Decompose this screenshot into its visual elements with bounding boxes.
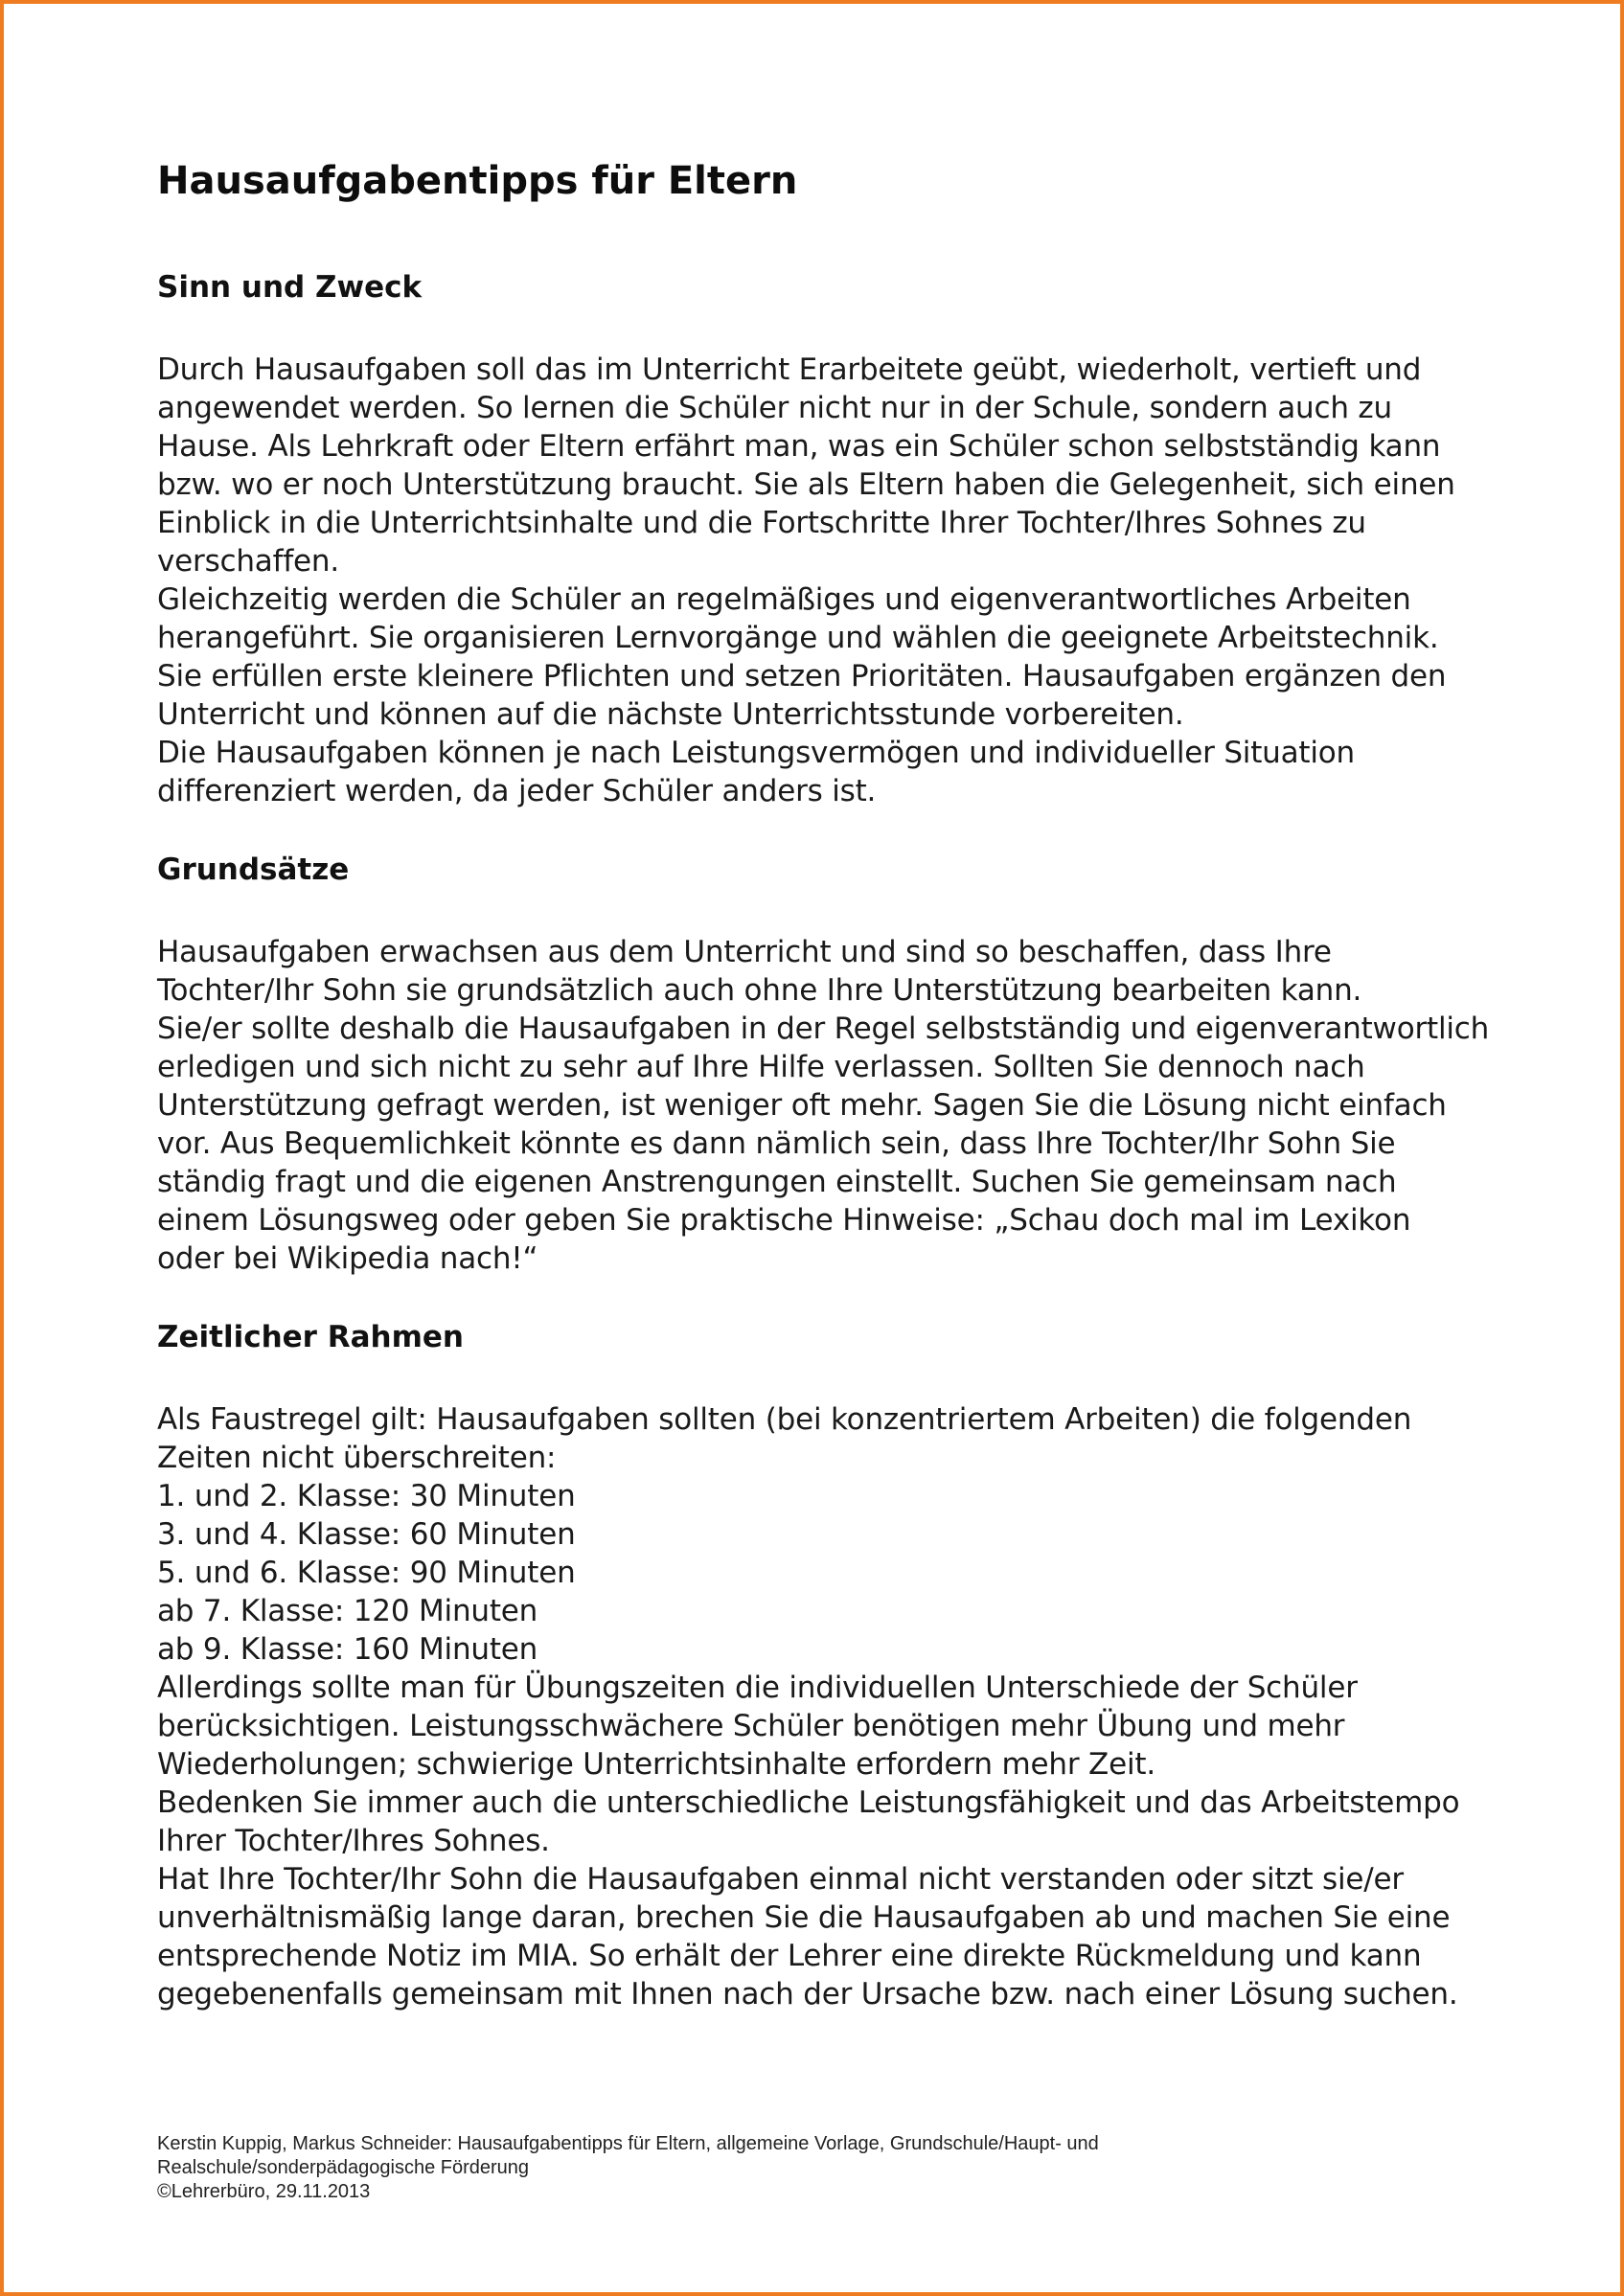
section-sinn-und-zweck (157, 268, 1479, 810)
section-paragraph (157, 351, 1479, 810)
text-line: Unterricht und können auf die nächste Unterrichtsstunde vorbereiten. (157, 697, 1184, 732)
text-line: Hausaufgaben erwachsen aus dem Unterricht und sind so beschaffen, dass Ihre (157, 935, 1332, 969)
text-line: ständig fragt und die eigenen Anstrengungen einstellt. Suchen Sie gemeinsam nach (157, 1165, 1397, 1199)
time-limit-item: ab 7. Klasse: 120 Minuten (157, 1594, 538, 1628)
text-line: unverhältnismäßig lange daran, brechen Sie die Hausaufgaben ab und machen Sie eine (157, 1900, 1451, 1935)
document-body (157, 157, 1490, 2054)
text-line: Hause. Als Lehrkraft oder Eltern erfährt man, was ein Schüler schon selbstständig kann (157, 429, 1441, 464)
text-line: entsprechende Notiz im MIA. So erhält der Lehrer eine direkte Rückmeldung und kann (157, 1939, 1422, 1973)
text-line: Allerdings sollte man für Übungszeiten die individuellen Unterschiede der Schüler (157, 1671, 1358, 1705)
section-paragraph (157, 933, 1490, 1278)
text-line: verschaffen. (157, 544, 340, 579)
text-line: Gleichzeitig werden die Schüler an regelmäßiges und eigenverantwortliches Arbeiten (157, 582, 1411, 617)
document-footer (157, 2132, 1479, 2204)
text-line: herangeführt. Sie organisieren Lernvorgänge und wählen die geeignete Arbeitstechnik. (157, 621, 1439, 655)
text-line: angewendet werden. So lernen die Schüler nicht nur in der Schule, sondern auch zu (157, 391, 1392, 425)
text-line: oder bei Wikipedia nach!“ (157, 1241, 538, 1276)
section-heading: Sinn und Zweck (157, 270, 423, 305)
text-line: Die Hausaufgaben können je nach Leistungsvermögen und individueller Situation (157, 736, 1355, 770)
section-paragraph (157, 1400, 1479, 2013)
text-line: gegebenenfalls gemeinsam mit Ihnen nach der Ursache bzw. nach einer Lösung suchen. (157, 1977, 1458, 2012)
time-limit-item: 5. und 6. Klasse: 90 Minuten (157, 1556, 576, 1590)
section-zeitlicher-rahmen (157, 1318, 1479, 2013)
text-line: Sie erfüllen erste kleinere Pflichten und setzen Prioritäten. Hausaufgaben ergänzen den (157, 659, 1447, 693)
text-line: differenziert werden, da jeder Schüler anders ist. (157, 774, 877, 808)
section-heading: Grundsätze (157, 852, 350, 887)
text-line: Sie/er sollte deshalb die Hausaufgaben in der Regel selbstständig und eigenverantwortlich (157, 1012, 1490, 1046)
footer-authors-continued: Realschule/sonderpädagogische Förderung (157, 2157, 530, 2178)
text-line: erledigen und sich nicht zu sehr auf Ihre Hilfe verlassen. Sollten Sie dennoch nach (157, 1050, 1365, 1084)
text-line: vor. Aus Bequemlichkeit könnte es dann nämlich sein, dass Ihre Tochter/Ihr Sohn Sie (157, 1126, 1396, 1161)
text-line: Bedenken Sie immer auch die unterschiedliche Leistungsfähigkeit und das Arbeitstempo (157, 1785, 1460, 1820)
footer-authors: Kerstin Kuppig, Markus Schneider: Hausaufgabentipps für Eltern, allgemeine Vorlage, Grundschule/Haupt- und (157, 2133, 1099, 2154)
text-line: berücksichtigen. Leistungsschwächere Schüler benötigen mehr Übung und mehr (157, 1709, 1345, 1743)
section-grundsaetze (157, 851, 1490, 1278)
text-line: Durch Hausaufgaben soll das im Unterricht Erarbeitete geübt, wiederholt, vertieft und (157, 352, 1422, 387)
section-heading: Zeitlicher Rahmen (157, 1320, 465, 1354)
text-line: Zeiten nicht überschreiten: (157, 1441, 557, 1475)
text-line: Einblick in die Unterrichtsinhalte und die Fortschritte Ihrer Tochter/Ihres Sohnes zu (157, 506, 1366, 540)
document-title: Hausaufgabentipps für Eltern (157, 159, 798, 203)
text-line: Tochter/Ihr Sohn sie grundsätzlich auch ohne Ihre Unterstützung bearbeiten kann. (157, 973, 1362, 1008)
footer-copyright: ©Lehrerbüro, 29.11.2013 (157, 2181, 371, 2202)
time-limit-item: ab 9. Klasse: 160 Minuten (157, 1632, 538, 1667)
time-limit-item: 1. und 2. Klasse: 30 Minuten (157, 1479, 576, 1513)
text-line: Als Faustregel gilt: Hausaufgaben sollten (bei konzentriertem Arbeiten) die folgenden (157, 1402, 1412, 1437)
text-line: einem Lösungsweg oder geben Sie praktische Hinweise: „Schau doch mal im Lexikon (157, 1203, 1411, 1238)
text-line: Unterstützung gefragt werden, ist weniger oft mehr. Sagen Sie die Lösung nicht einfach (157, 1088, 1447, 1123)
time-limit-item: 3. und 4. Klasse: 60 Minuten (157, 1517, 576, 1552)
text-line: Wiederholungen; schwierige Unterrichtsinhalte erfordern mehr Zeit. (157, 1747, 1155, 1782)
text-line: bzw. wo er noch Unterstützung braucht. Sie als Eltern haben die Gelegenheit, sich einen (157, 467, 1455, 502)
text-line: Hat Ihre Tochter/Ihr Sohn die Hausaufgaben einmal nicht verstanden oder sitzt sie/er (157, 1862, 1404, 1897)
text-line: Ihrer Tochter/Ihres Sohnes. (157, 1824, 550, 1858)
